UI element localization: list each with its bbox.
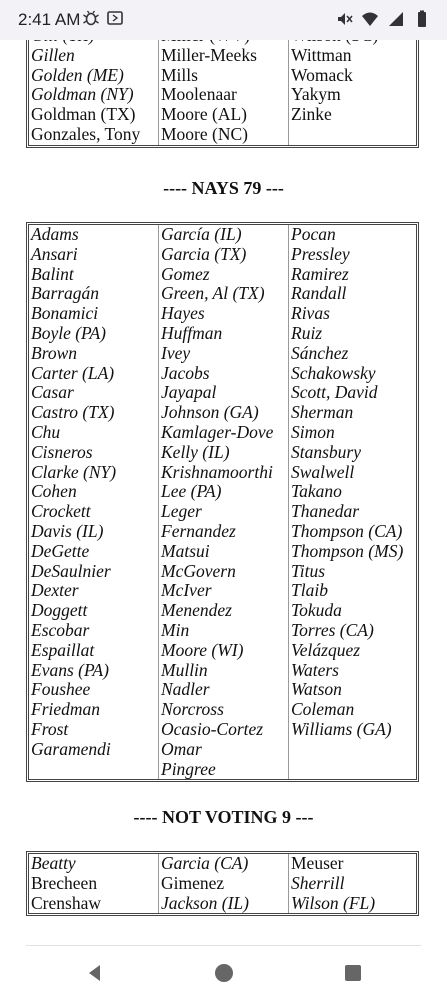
not-voting-table xyxy=(26,851,419,916)
member-name: Thanedar xyxy=(291,501,360,522)
screenshot-icon xyxy=(106,9,124,27)
member-name: Moore (AL) xyxy=(161,104,248,125)
member-name: Brecheen xyxy=(31,872,98,893)
member-name: Bonamici xyxy=(31,303,99,324)
yeas-column-3 xyxy=(289,26,416,145)
member-name: Ramirez xyxy=(291,263,349,284)
member-name: Balint xyxy=(31,263,74,284)
member-name: Menendez xyxy=(161,600,232,621)
member-name: Fernandez xyxy=(161,520,236,541)
member-name: Takano xyxy=(291,481,342,502)
member-name: Tlaib xyxy=(291,580,328,601)
member-name: Pressley xyxy=(291,243,350,264)
member-name: Gillen xyxy=(31,44,75,65)
member-name: Goldman (TX) xyxy=(31,104,136,125)
member-name: Garcia (TX) xyxy=(161,243,247,264)
bug-icon xyxy=(82,9,100,27)
member-name: Stansbury xyxy=(291,441,361,462)
member-name: Pingree xyxy=(161,758,216,779)
member-name: Mullin xyxy=(161,659,208,680)
yeas-table xyxy=(26,23,419,148)
recents-icon[interactable] xyxy=(340,960,366,986)
member-name: Moore (WI) xyxy=(161,639,244,660)
yeas-column-2 xyxy=(159,26,289,145)
not-voting-heading: ---- NOT VOTING 9 --- xyxy=(133,807,314,827)
member-name: Sherrill xyxy=(291,872,345,893)
member-name: Foushee xyxy=(31,679,91,700)
yeas-column-1 xyxy=(29,26,159,145)
member-name: Chu xyxy=(31,421,61,442)
member-name: Green, Al (TX) xyxy=(161,283,265,304)
member-name: Brown xyxy=(31,342,78,363)
member-name: Titus xyxy=(291,560,326,581)
wifi-icon xyxy=(361,10,379,28)
member-name: Wilson (FL) xyxy=(291,892,376,913)
member-name: Tokuda xyxy=(291,600,342,621)
nays-table xyxy=(26,222,419,782)
signal-icon xyxy=(387,10,405,28)
member-name: Gonzales, Tony xyxy=(31,123,141,144)
member-name: Miller-Meeks xyxy=(161,44,257,65)
nays-heading: ---- NAYS 79 --- xyxy=(163,178,284,198)
member-name: Gomez xyxy=(161,263,210,284)
nays-column-2 xyxy=(159,225,289,779)
status-right-icons xyxy=(335,10,431,28)
member-name: Carter (LA) xyxy=(31,362,115,383)
member-name: Moolenaar xyxy=(161,84,237,105)
member-name: Friedman xyxy=(31,699,101,720)
member-name: Velázquez xyxy=(291,639,361,660)
member-name: Williams (GA) xyxy=(291,718,392,739)
member-name: Ansari xyxy=(31,243,78,264)
back-icon[interactable] xyxy=(82,960,108,986)
battery-icon xyxy=(413,10,431,28)
member-name: Gimenez xyxy=(161,872,225,893)
member-name: Scott, David xyxy=(291,382,378,403)
status-left-icons xyxy=(82,9,124,27)
member-name: Cisneros xyxy=(31,441,93,462)
member-name: Hayes xyxy=(161,303,205,324)
member-name: Johnson (GA) xyxy=(161,402,259,423)
member-name: Nadler xyxy=(161,679,210,700)
member-name: Jacobs xyxy=(161,362,210,383)
member-name: McGovern xyxy=(161,560,236,581)
member-name: Barragán xyxy=(31,283,100,304)
member-name: Evans (PA) xyxy=(31,659,109,680)
nav-divider xyxy=(26,945,421,946)
member-name: Garcia (CA) xyxy=(161,853,249,873)
navigation-bar xyxy=(0,945,447,1000)
member-name: Pocan xyxy=(291,224,336,244)
member-name: García (IL) xyxy=(161,224,242,244)
member-name: Adams xyxy=(31,224,79,244)
member-name: Watson xyxy=(291,679,342,700)
member-name: Lee (PA) xyxy=(161,481,222,502)
not-voting-column-1 xyxy=(29,854,159,913)
member-name: Wittman xyxy=(291,44,352,65)
member-name: Thompson (MS) xyxy=(291,540,404,561)
member-name: Ruiz xyxy=(291,322,323,343)
nays-column-3 xyxy=(289,225,416,779)
status-time: 2:41 AM xyxy=(18,10,81,29)
member-name: Coleman xyxy=(291,699,355,720)
member-name: Golden (ME) xyxy=(31,64,124,85)
member-name: Thompson (CA) xyxy=(291,520,403,541)
nays-column-1 xyxy=(29,225,159,779)
member-name: Yakym xyxy=(291,84,341,105)
member-name: Huffman xyxy=(161,322,223,343)
member-name: DeSaulnier xyxy=(31,560,111,581)
status-bar xyxy=(0,0,447,40)
member-name: Crockett xyxy=(31,501,91,522)
not-voting-column-2 xyxy=(159,854,289,913)
member-name: Clarke (NY) xyxy=(31,461,117,482)
member-name: Davis (IL) xyxy=(31,520,104,541)
member-name: DeGette xyxy=(31,540,90,561)
member-name: Goldman (NY) xyxy=(31,84,134,105)
member-name: Leger xyxy=(161,501,202,522)
member-name: Waters xyxy=(291,659,339,680)
member-name: Dexter xyxy=(31,580,79,601)
member-name: Omar xyxy=(161,738,202,759)
member-name: Kelly (IL) xyxy=(161,441,230,462)
member-name: Schakowsky xyxy=(291,362,376,383)
home-icon[interactable] xyxy=(211,960,237,986)
member-name: Boyle (PA) xyxy=(31,322,106,343)
member-name: Castro (TX) xyxy=(31,402,115,423)
member-name: Moore (NC) xyxy=(161,123,248,144)
member-name: Swalwell xyxy=(291,461,355,482)
member-name: Simon xyxy=(291,421,335,442)
member-name: Min xyxy=(161,619,190,640)
member-name: Escobar xyxy=(31,619,90,640)
member-name: Krishnamoorthi xyxy=(161,461,273,482)
member-name: Norcross xyxy=(161,699,224,720)
member-name: Doggett xyxy=(31,600,88,621)
member-name: Crenshaw xyxy=(31,892,101,913)
member-name: Ocasio-Cortez xyxy=(161,718,264,739)
member-name: Torres (CA) xyxy=(291,619,374,640)
member-name: Mills xyxy=(161,64,198,85)
member-name: Sherman xyxy=(291,402,354,423)
not-voting-column-3 xyxy=(289,854,416,913)
member-name: Garamendi xyxy=(31,738,111,759)
mute-icon xyxy=(335,10,353,28)
member-name: Matsui xyxy=(161,540,210,561)
member-name: Sánchez xyxy=(291,342,349,363)
member-name: Rivas xyxy=(291,303,330,324)
member-name: Randall xyxy=(291,283,347,304)
member-name: Jackson (IL) xyxy=(161,892,249,913)
member-name: Espaillat xyxy=(31,639,95,660)
member-name: Zinke xyxy=(291,104,332,125)
member-name: Cohen xyxy=(31,481,77,502)
member-name: Kamlager-Dove xyxy=(161,421,274,442)
member-name: Jayapal xyxy=(161,382,217,403)
member-name: McIver xyxy=(161,580,212,601)
member-name: Womack xyxy=(291,64,353,85)
member-name: Meuser xyxy=(291,853,344,873)
member-name: Casar xyxy=(31,382,74,403)
member-name: Frost xyxy=(31,718,69,739)
member-name: Beatty xyxy=(31,853,76,873)
page-content xyxy=(0,40,447,945)
member-name: Ivey xyxy=(161,342,191,363)
